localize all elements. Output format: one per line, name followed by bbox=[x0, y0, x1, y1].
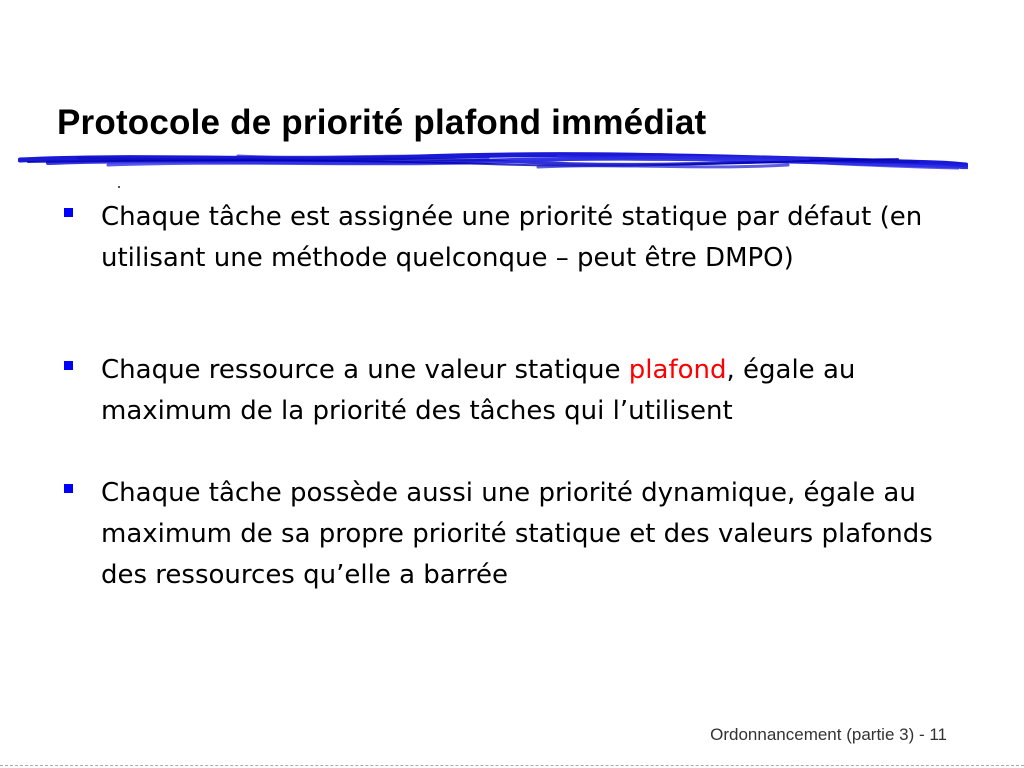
bullet-text-2 bbox=[101, 350, 971, 432]
stray-dot bbox=[118, 186, 120, 188]
bottom-divider bbox=[0, 765, 1024, 766]
bullet-text-1: Chaque tâche est assignée une priorité statique par défaut (en utilisant une méthode quelconque – peut être DMPO) bbox=[101, 202, 923, 273]
bullet-square-icon bbox=[64, 484, 73, 493]
bullet-square-icon bbox=[64, 361, 73, 370]
highlight-plafond: plafond bbox=[628, 355, 727, 385]
slide-title: Protocole de priorité plafond immédiat bbox=[57, 103, 707, 142]
bullet-text-3: Chaque tâche possède aussi une priorité dynamique, égale au maximum de sa propre priorité statique et des valeurs plafonds des ressources qu’elle a barrée bbox=[101, 478, 933, 590]
bullet-text-2-before: Chaque ressource a une valeur statique bbox=[101, 355, 629, 385]
bullet-square-icon bbox=[64, 208, 73, 217]
slide-footer: Ordonnancement (partie 3) - 11 bbox=[710, 725, 947, 744]
title-underline-scribble bbox=[18, 148, 968, 182]
bullet-text-2-after: , égale au maximum de la priorité des tâches qui l’utilisent bbox=[101, 355, 856, 426]
